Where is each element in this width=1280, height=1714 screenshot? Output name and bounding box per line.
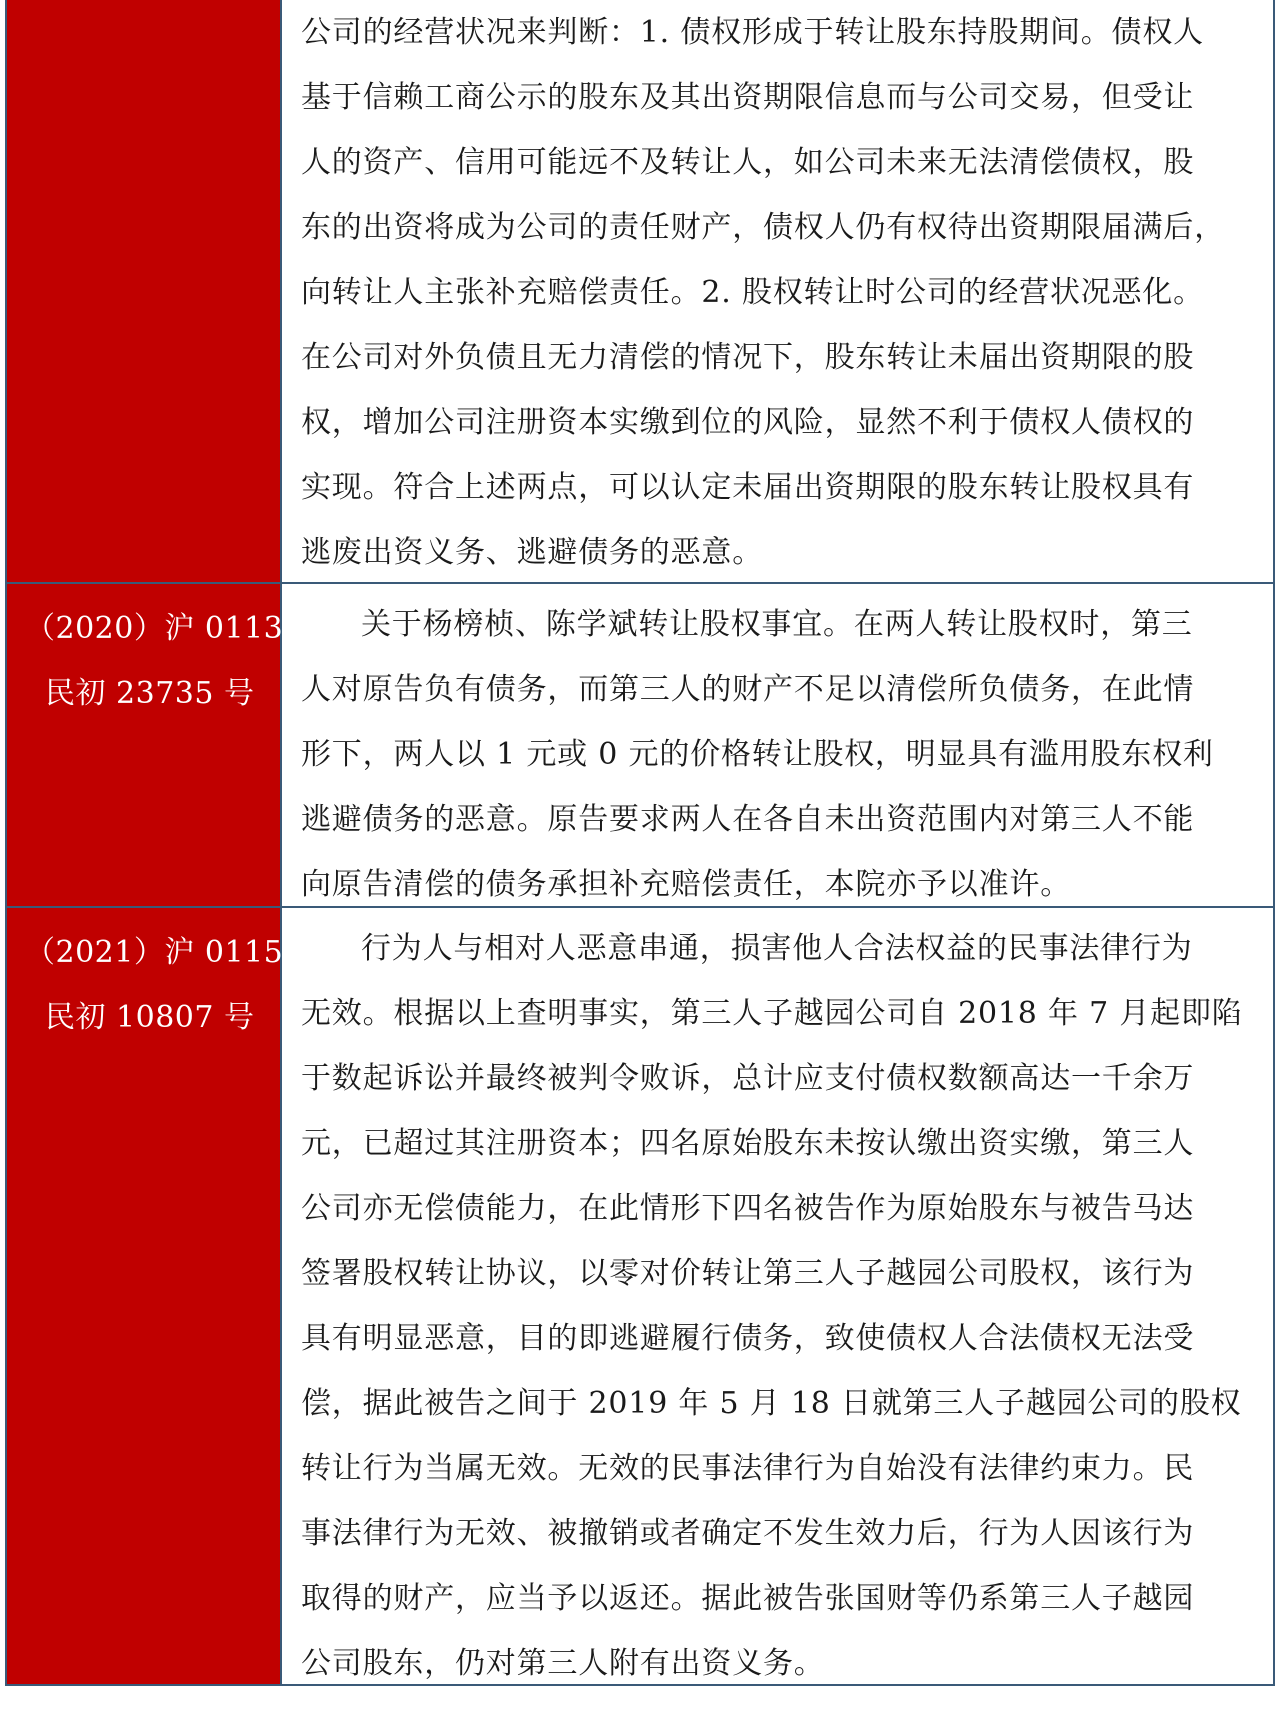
case-number-line: （2021）沪 0115 xyxy=(25,935,284,970)
text-line: 关于杨榜桢、陈学斌转让股权事宜。在两人转让股权时，第三 xyxy=(361,607,1193,642)
case-number-cell xyxy=(7,584,282,906)
text-line: 向转让人主张补充赔偿责任。2. 股权转让时公司的经营状况恶化。 xyxy=(301,275,1204,310)
case-number-cell xyxy=(7,0,282,582)
text-line: 向原告清偿的债务承担补充赔偿责任，本院亦予以准许。 xyxy=(301,867,1071,902)
text-line: 于数起诉讼并最终被判令败诉，总计应支付债权数额高达一千余万 xyxy=(301,1061,1195,1096)
table-row xyxy=(7,582,1273,906)
text-line: 元，已超过其注册资本；四名原始股东未按认缴出资实缴，第三人 xyxy=(301,1126,1195,1161)
text-line: 在公司对外负债且无力清偿的情况下，股东转让未届出资期限的股 xyxy=(301,340,1195,375)
text-line: 人对原告负有债务，而第三人的财产不足以清偿所负债务，在此情 xyxy=(301,672,1195,707)
text-line: 转让行为当属无效。无效的民事法律行为自始没有法律约束力。民 xyxy=(301,1451,1195,1486)
case-table xyxy=(5,0,1275,1686)
case-number-line: 民初 23735 号 xyxy=(45,676,255,711)
ruling-text-cell xyxy=(282,584,1273,906)
table-row xyxy=(7,0,1273,582)
text-line: 事法律行为无效、被撤销或者确定不发生效力后，行为人因该行为 xyxy=(301,1516,1195,1551)
text-line: 行为人与相对人恶意串通，损害他人合法权益的民事法律行为 xyxy=(361,931,1193,966)
ruling-text-cell xyxy=(282,0,1273,582)
case-number-line: 民初 10807 号 xyxy=(45,1000,255,1035)
text-line: 人的资产、信用可能远不及转让人，如公司未来无法清偿债权，股 xyxy=(301,145,1195,180)
text-line: 签署股权转让协议，以零对价转让第三人子越园公司股权，该行为 xyxy=(301,1256,1195,1291)
text-line: 取得的财产，应当予以返还。据此被告张国财等仍系第三人子越园 xyxy=(301,1581,1195,1616)
text-line: 实现。符合上述两点，可以认定未届出资期限的股东转让股权具有 xyxy=(301,470,1195,505)
text-line: 逃避债务的恶意。原告要求两人在各自未出资范围内对第三人不能 xyxy=(301,802,1195,837)
text-line: 公司的经营状况来判断：1. 债权形成于转让股东持股期间。债权人 xyxy=(301,15,1204,50)
text-line: 东的出资将成为公司的责任财产，债权人仍有权待出资期限届满后， xyxy=(301,210,1225,245)
text-line: 具有明显恶意，目的即逃避履行债务，致使债权人合法债权无法受 xyxy=(301,1321,1195,1356)
text-line: 偿，据此被告之间于 2019 年 5 月 18 日就第三人子越园公司的股权 xyxy=(301,1386,1242,1421)
text-line: 形下，两人以 1 元或 0 元的价格转让股权，明显具有滥用股东权利 xyxy=(301,737,1214,772)
text-line: 无效。根据以上查明事实，第三人子越园公司自 2018 年 7 月起即陷 xyxy=(301,996,1243,1031)
ruling-text-cell xyxy=(282,908,1273,1684)
text-line: 基于信赖工商公示的股东及其出资期限信息而与公司交易，但受让 xyxy=(301,80,1195,115)
text-line: 权，增加公司注册资本实缴到位的风险，显然不利于债权人债权的 xyxy=(301,405,1195,440)
case-number-cell xyxy=(7,908,282,1684)
text-line: 公司股东，仍对第三人附有出资义务。 xyxy=(301,1646,825,1681)
text-line: 逃废出资义务、逃避债务的恶意。 xyxy=(301,535,763,570)
text-line: 公司亦无偿债能力，在此情形下四名被告作为原始股东与被告马达 xyxy=(301,1191,1195,1226)
case-number-line: （2020）沪 0113 xyxy=(25,611,284,646)
table-row xyxy=(7,906,1273,1684)
